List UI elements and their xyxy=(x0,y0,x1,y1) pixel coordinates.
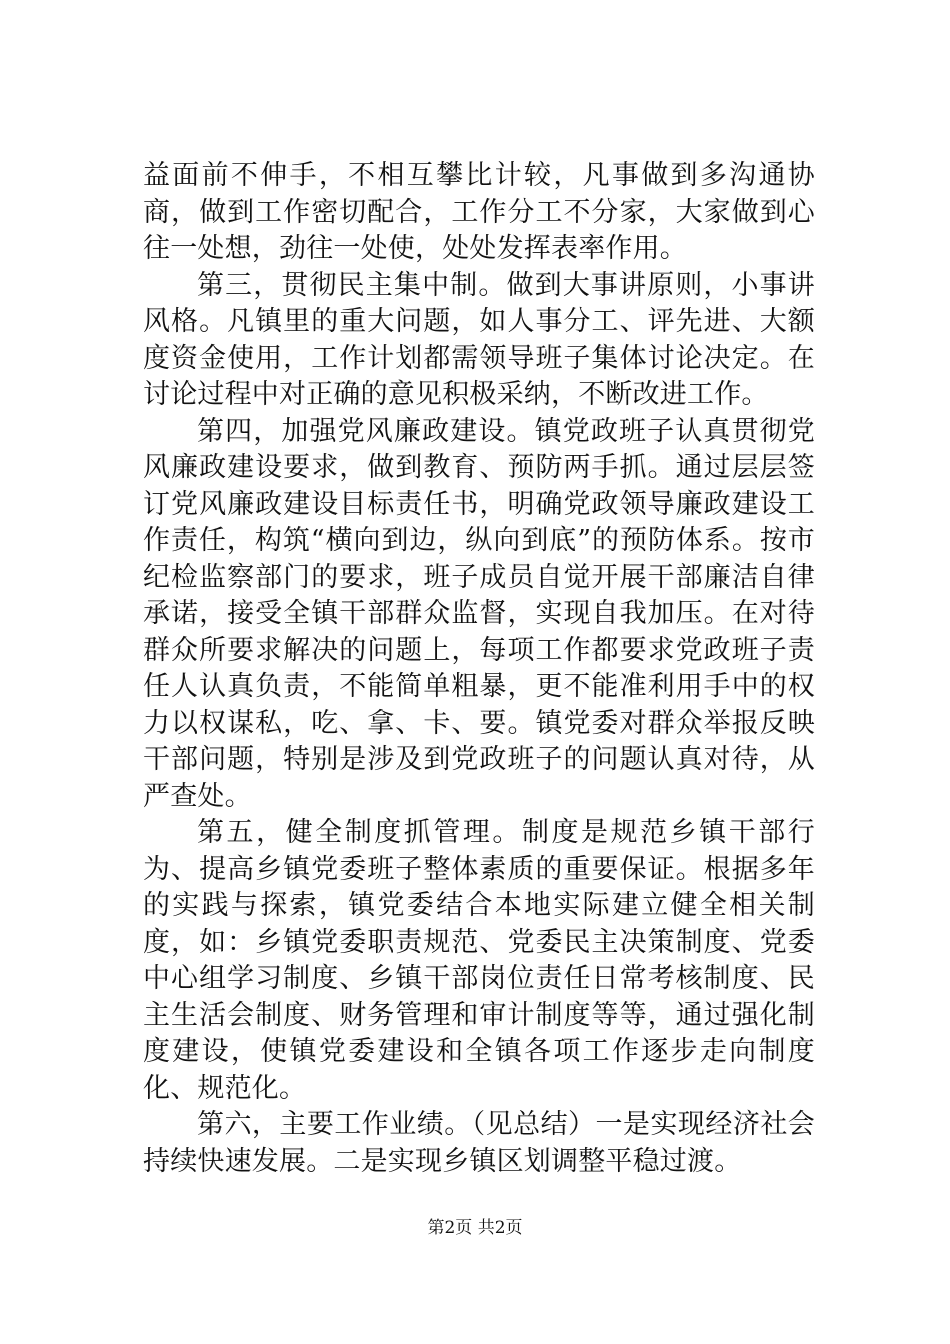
paragraph-third: 第三，贯彻民主集中制。做到大事讲原则，小事讲风格。凡镇里的重大问题，如人事分工、评先进、大额度资金使用，工作计划都需领导班子集体讨论决定。在讨论过程中对正确的意见积极采纳，不断改进工作。 xyxy=(143,269,815,410)
document-body xyxy=(143,158,815,1180)
paragraph-fifth: 第五，健全制度抓管理。制度是规范乡镇干部行为、提高乡镇党委班子整体素质的重要保证。根据多年的实践与探索，镇党委结合本地实际建立健全相关制度，如：乡镇党委职责规范、党委民主决策制度、党委中心组学习制度、乡镇干部岗位责任日常考核制度、民主生活会制度、财务管理和审计制度等等，通过强化制度建设，使镇党委建设和全镇各项工作逐步走向制度化、规范化。 xyxy=(143,817,815,1104)
paragraph-continuation: 益面前不伸手，不相互攀比计较，凡事做到多沟通协商，做到工作密切配合，工作分工不分家，大家做到心往一处想，劲往一处使，处处发挥表率作用。 xyxy=(143,160,815,264)
paragraph-sixth: 第六，主要工作业绩。（见总结）一是实现经济社会持续快速发展。二是实现乡镇区划调整平稳过渡。 xyxy=(143,1109,815,1177)
page-number-footer: 第2页 共2页 xyxy=(427,1218,523,1238)
paragraph-fourth: 第四，加强党风廉政建设。镇党政班子认真贯彻党风廉政建设要求，做到教育、预防两手抓。通过层层签订党风廉政建设目标责任书，明确党政领导廉政建设工作责任，构筑“横向到边，纵向到底”的预防体系。按市纪检监察部门的要求，班子成员自觉开展干部廉洁自律承诺，接受全镇干部群众监督，实现自我加压。在对待群众所要求解决的问题上，每项工作都要求党政班子责任人认真负责，不能简单粗暴，更不能准利用手中的权力以权谋私，吃、拿、卡、要。镇党委对群众举报反映干部问题，特别是涉及到党政班子的问题认真对待，从严查处。 xyxy=(143,415,815,812)
